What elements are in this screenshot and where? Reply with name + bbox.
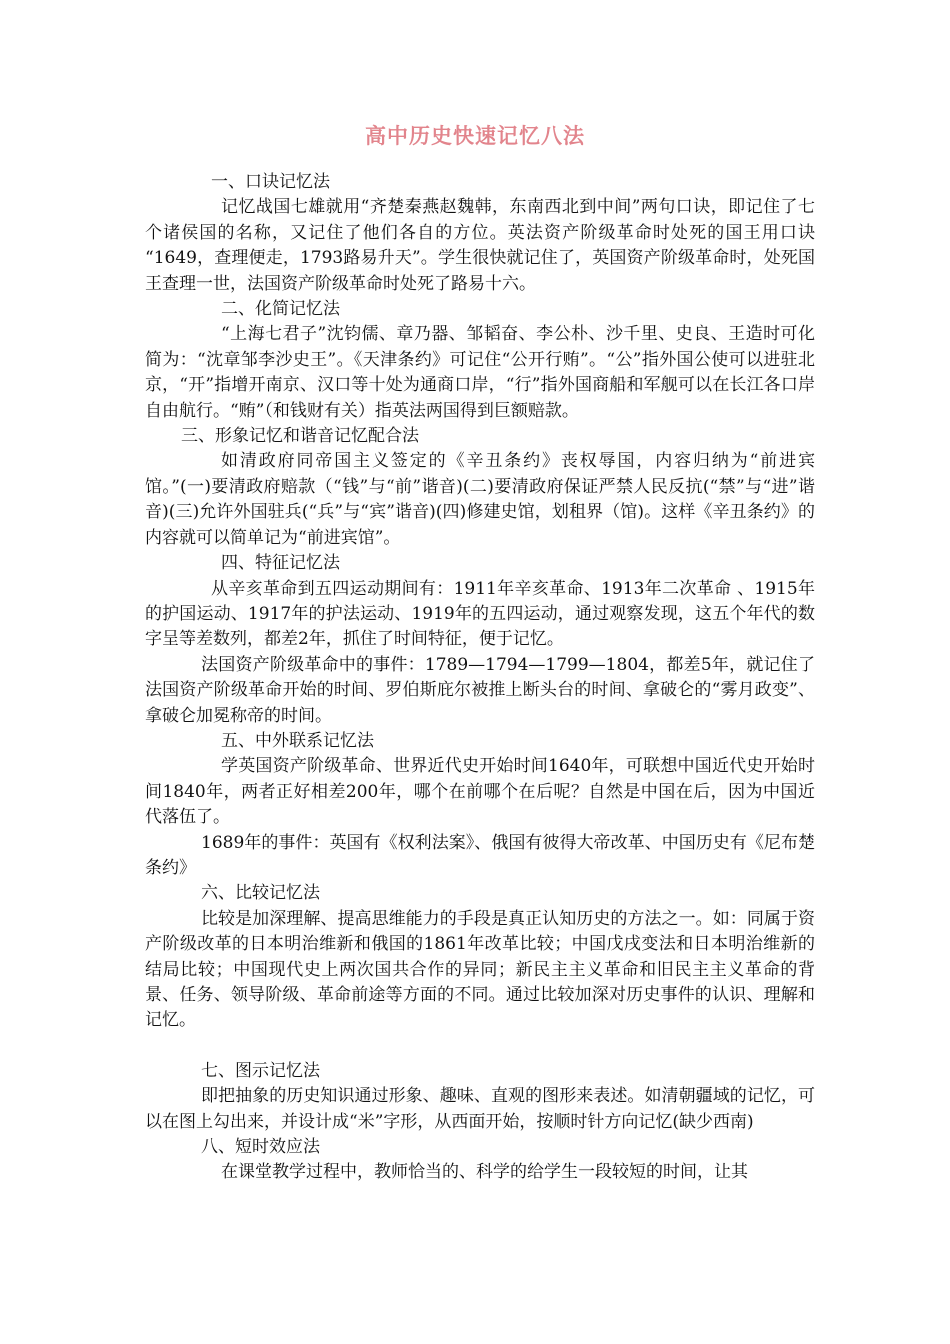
document-body	[145, 170, 815, 1186]
page-title: 高中历史快速记忆八法	[365, 123, 585, 148]
section-paragraph: 法国资产阶级革命中的事件：1789—1794—1799—1804，都差5年，就记住了法国资产阶级革命开始的时间、罗伯斯庇尔被推上断头台的时间、拿破仑的“雾月政变”、拿破仑加冕称帝的时间。	[145, 654, 815, 726]
section-paragraph: 记忆战国七雄就用“齐楚秦燕赵魏韩，东南西北到中间”两句口诀，即记住了七个诸侯国的名称，又记住了他们各自的方位。英法资产阶级革命时处死的国王用口诀 “1649，查理便走，1793路易升天”。学生很快就记住了，英国资产阶级革命时，处死国王查理一世，法国资产阶级革命时处死了路易十六。	[145, 197, 815, 294]
section-paragraph: 学英国资产阶级革命、世界近代史开始时间1640年，可联想中国近代史开始时间1840年，两者正好相差200年，哪个在前哪个在后呢？自然是中国在后，因为中国近代落伍了。	[145, 756, 815, 828]
section-paragraph: 在课堂教学过程中，教师恰当的、科学的给学生一段较短的时间，让其	[221, 1162, 748, 1183]
section-paragraph: 1689年的事件：英国有《权利法案》、俄国有彼得大帝改革、中国历史有《尼布楚条约》	[145, 832, 815, 878]
section-heading: 四、特征记忆法	[221, 553, 340, 574]
section-paragraph: 即把抽象的历史知识通过形象、趣味、直观的图形来表述。如清朝疆域的记忆，可以在图上勾出来，并设计成“米”字形，从西面开始，按顺时针方向记忆(缺少西南)	[145, 1086, 815, 1132]
section-paragraph: 如清政府同帝国主义签定的《辛丑条约》丧权辱国，内容归纳为“前进宾馆。”(一)要清政府赔款（“钱”与“前”谐音)(二)要清政府保证严禁人民反抗(“禁”与“进”谐音)(三)允许外国驻兵(“兵”与“宾”谐音)(四)修建史馆，划租界（馆)。这样《辛丑条约》的内容就可以简单记为“前进宾馆”。	[145, 451, 815, 548]
section-paragraph: 比较是加深理解、提高思维能力的手段是真正认知历史的方法之一。如：同属于资产阶级改革的日本明治维新和俄国的1861年改革比较；中国戊戌变法和日本明治维新的结局比较；中国现代史上两次国共合作的异同；新民主主义革命和旧民主主义革命的背景、任务、领导阶级、革命前途等方面的不同。通过比较加深对历史事件的认识、理解和记忆。	[145, 908, 815, 1031]
section-heading: 六、比较记忆法	[201, 883, 320, 904]
section-heading: 七、图示记忆法	[201, 1060, 320, 1081]
section-heading: 一、口诀记忆法	[211, 172, 330, 192]
section-heading: 三、形象记忆和谐音记忆配合法	[181, 426, 419, 447]
section-paragraph: “上海七君子”沈钧儒、章乃器、邹韬奋、李公朴、沙千里、史良、王造时可化简为：“沈章邹李沙史王”。《天津条约》可记住“公开行贿”。“公”指外国公使可以进驻北京，“开”指增开南京、汉口等十处为通商口岸，“行”指外国商船和军舰可以在长江各口岸自由航行。“贿”（和钱财有关）指英法两国得到巨额赔款。	[145, 324, 815, 421]
blank-line	[145, 1034, 815, 1059]
section-heading: 五、中外联系记忆法	[221, 730, 374, 751]
section-paragraph: 从辛亥革命到五四运动期间有：1911年辛亥革命、1913年二次革命 、1915年的护国运动、1917年的护法运动、1919年的五四运动，通过观察发现，这五个年代的数字呈等差数列，都差2年，抓住了时间特征，便于记忆。	[145, 578, 815, 650]
section-heading: 二、化简记忆法	[221, 299, 340, 320]
section-heading: 八、短时效应法	[201, 1137, 320, 1158]
